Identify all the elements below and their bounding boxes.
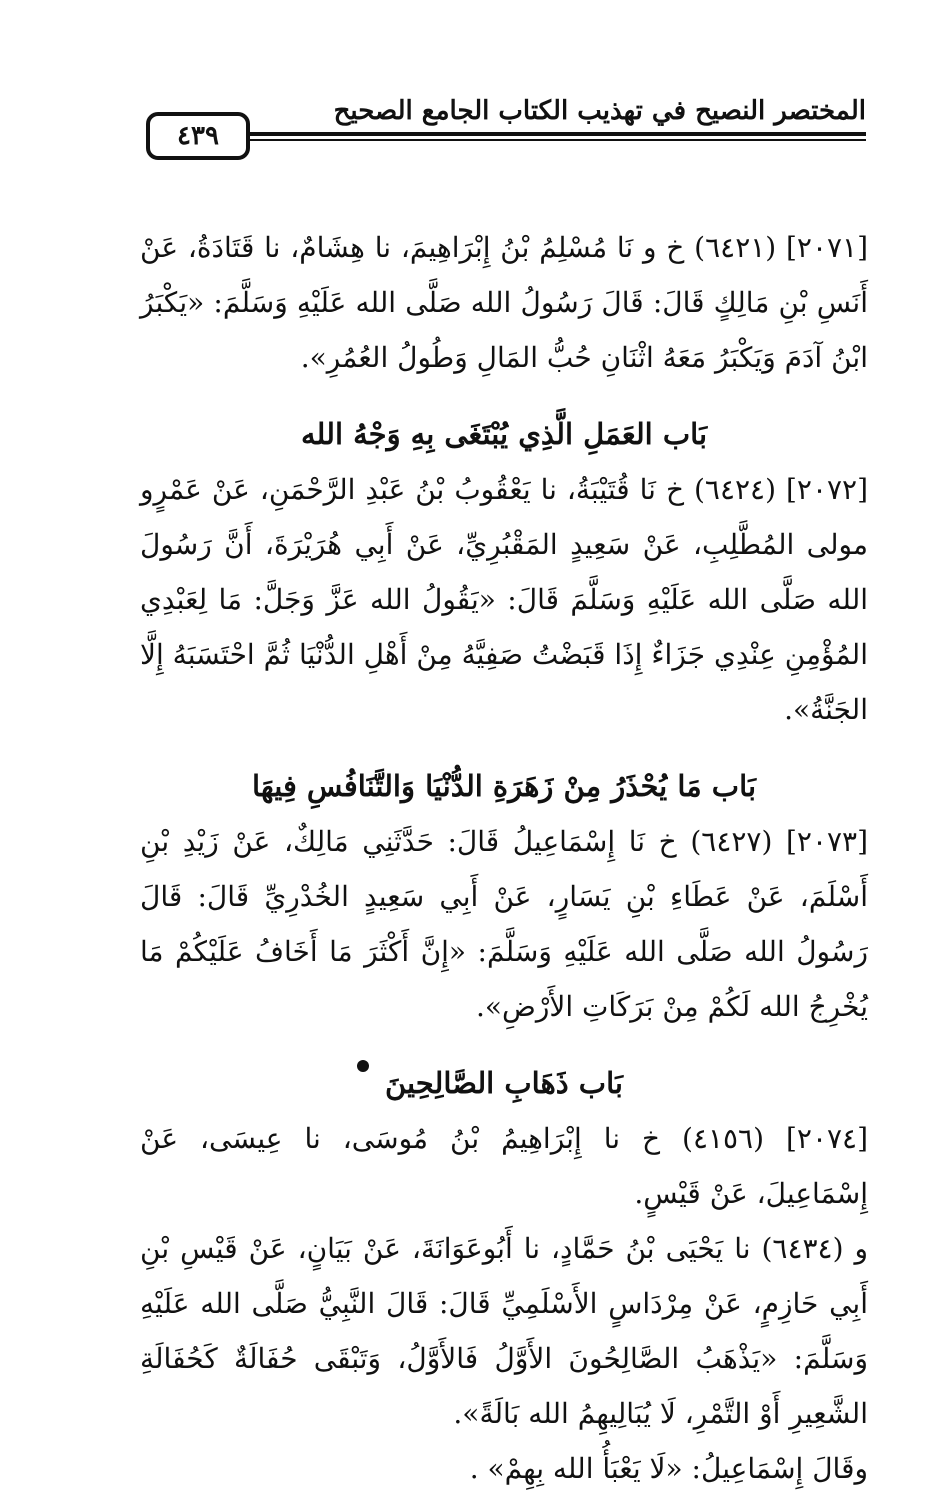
- chapter-heading-worldly-adornment: بَاب مَا يُحْذَرُ مِنْ زَهَرَةِ الدُّنْيَا وَالتَّنَافُسِ فِيهَا: [251, 769, 757, 803]
- chapter-heading-departure-of-righteous: بَاب ذَهَابِ الصَّالِحِينَ: [384, 1066, 623, 1100]
- running-title: المختصر النصيح في تهذيب الكتاب الجامع الصحيح: [333, 96, 866, 126]
- header-rule: [240, 132, 866, 136]
- hadith-2073: [٢٠٧٣] (٦٤٢٧) خ نَا إِسْمَاعِيلُ قَالَ: حَدَّثَنِي مَالِكٌ، عَنْ زَيْدِ بْنِ أَسْلَمَ، عَنْ عَطَاءِ بْنِ يَسَارٍ، عَنْ أَبِي سَعِيدٍ الخُدْرِيِّ قَالَ: قَالَ رَسُولُ الله صَلَّى الله عَلَيْهِ وَسَلَّمَ: «إِنَّ أَكْثَرَ مَا أَخَافُ عَلَيْكُمْ مَا يُخْرِجُ الله لَكُمْ مِنْ بَرَكَاتِ الأَرْضِ».: [140, 825, 868, 1023]
- chapter-heading-deeds: بَاب العَمَلِ الَّذِي يُبْتَغَى بِهِ وَجْهُ الله: [300, 417, 708, 451]
- page-body: [140, 220, 868, 1496]
- ismail-narration-note: وقَالَ إِسْمَاعِيلُ: «لَا يَعْبَأُ الله بِهِمْ» .: [469, 1452, 868, 1485]
- page-number: ٤٣٩: [146, 112, 250, 160]
- header-rule-thin: [240, 139, 866, 141]
- hadith-2071: [٢٠٧١] (٦٤٢١) خ و نَا مُسْلِمُ بْنُ إِبْرَاهِيمَ، نا هِشَامٌ، نا قَتَادَةُ، عَنْ أَنَسِ بْنِ مَالِكٍ قَالَ: قَالَ رَسُولُ الله صَلَّى الله عَلَيْهِ وَسَلَّمَ: «يَكْبَرُ ابْنُ آدَمَ وَيَكْبَرُ مَعَهُ اثْنَانِ حُبُّ المَالِ وَطُولُ العُمُرِ».: [140, 231, 868, 374]
- scan-ink-mark: [357, 1060, 369, 1072]
- hadith-2074: [٢٠٧٤] (٤١٥٦) خ نا إِبْرَاهِيمُ بْنُ مُوسَى، نا عِيسَى، عَنْ إِسْمَاعِيلَ، عَنْ قَيْسٍ.: [140, 1122, 868, 1210]
- hadith-2072: [٢٠٧٢] (٦٤٢٤) خ نَا قُتَيْبَةُ، نا يَعْقُوبُ بْنُ عَبْدِ الرَّحْمَنِ، عَنْ عَمْرٍو مولى المُطَّلِبِ، عَنْ سَعِيدٍ المَقْبُرِيِّ، عَنْ أَبِي هُرَيْرَةَ، أَنَّ رَسُولَ الله صَلَّى الله عَلَيْهِ وَسَلَّمَ قَالَ: «يَقُولُ الله عَزَّ وَجَلَّ: مَا لِعَبْدِي المُؤْمِنِ عِنْدِي جَزَاءٌ إِذَا قَبَضْتُ صَفِيَّهُ مِنْ أَهْلِ الدُّنْيَا ثُمَّ احْتَسَبَهُ إِلَّا الجَنَّةُ».: [140, 473, 868, 726]
- hadith-2074-second-chain: و (٦٤٣٤) نا يَحْيَى بْنُ حَمَّادٍ، نا أَبُوعَوَانَةَ، عَنْ بَيَانٍ، عَنْ قَيْسِ بْنِ أَبِي حَازِمٍ، عَنْ مِرْدَاسٍ الأَسْلَمِيِّ قَالَ: قَالَ النَّبِيُّ صَلَّى الله عَلَيْهِ وَسَلَّمَ: «يَذْهَبُ الصَّالِحُونَ الأَوَّلُ فَالأَوَّلُ، وَتَبْقَى حُفَالَةٌ كَحُفَالَةِ الشَّعِيرِ أَوْ التَّمْرِ، لَا يُبَالِيهِمُ الله بَالَةً».: [140, 1232, 868, 1430]
